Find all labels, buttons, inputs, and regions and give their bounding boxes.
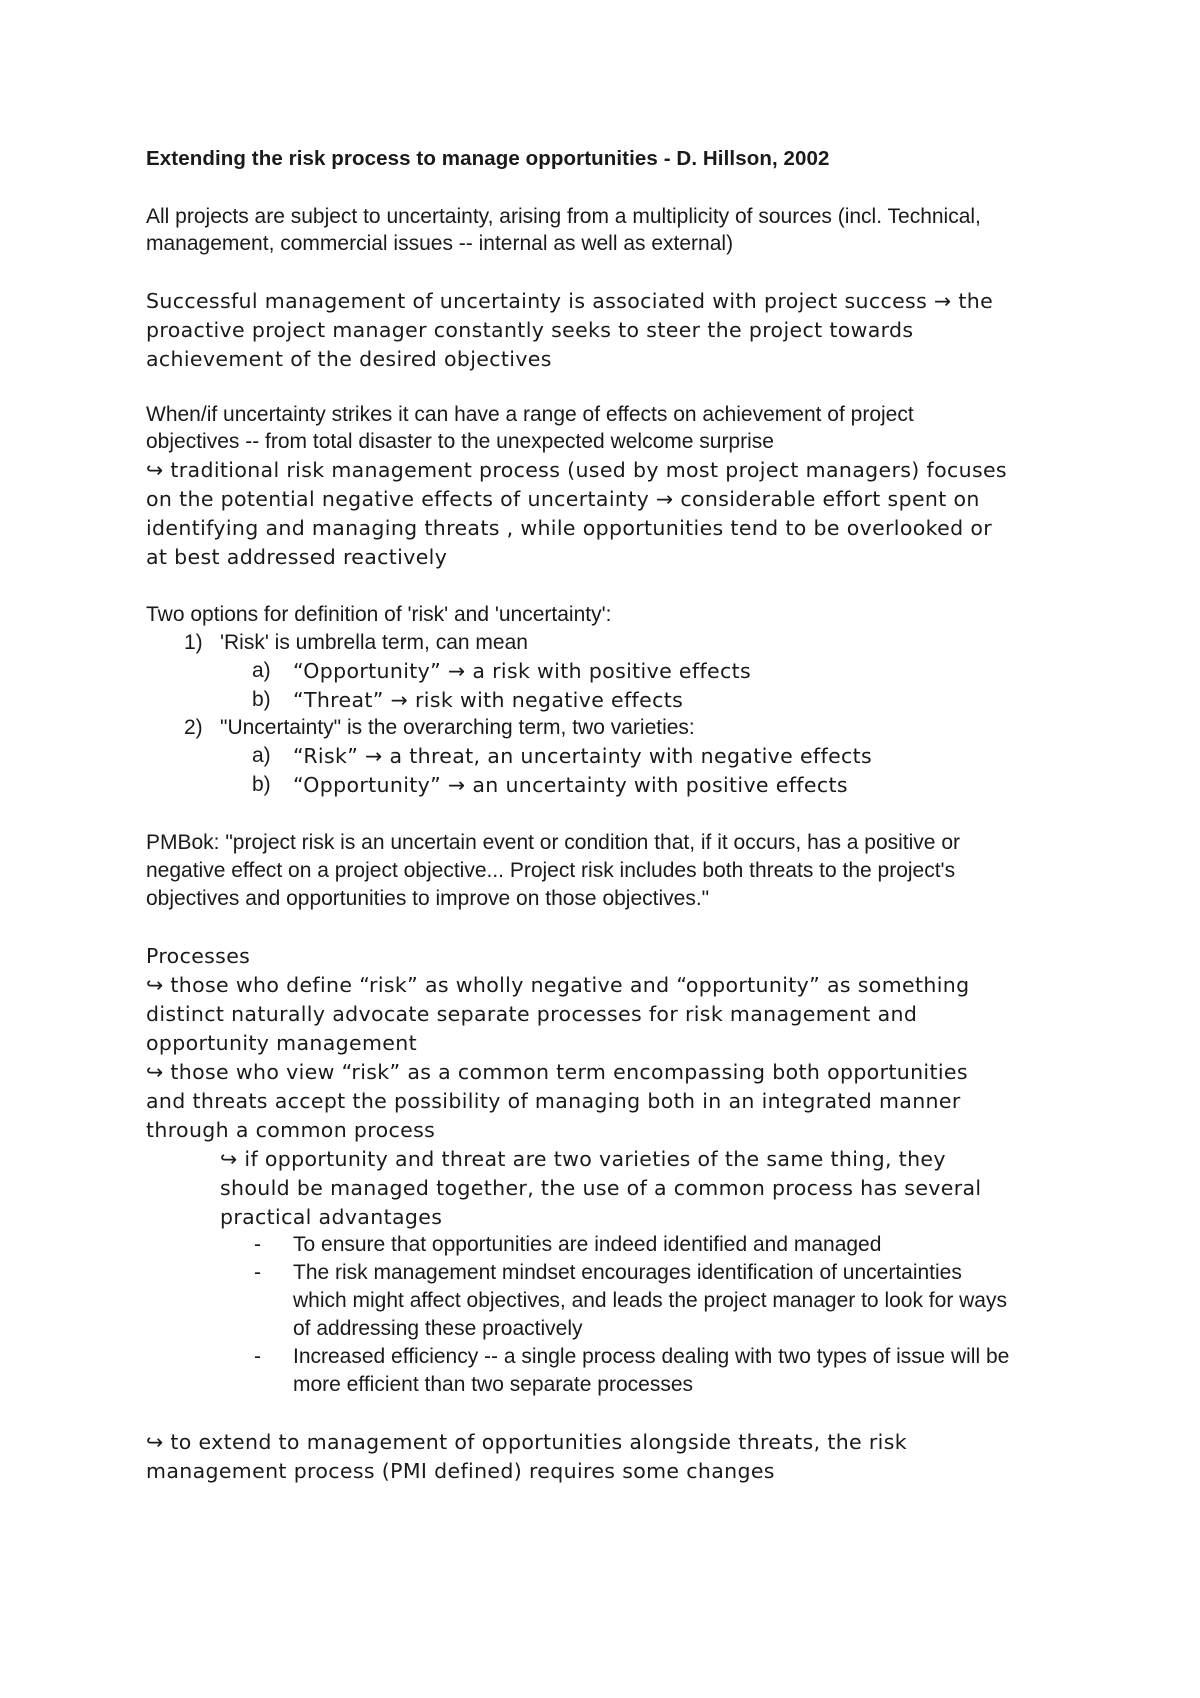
option-1a-text: “Opportunity” → a risk with positive effects	[293, 659, 751, 683]
option-1-text: 'Risk' is umbrella term, can mean	[220, 631, 528, 654]
bullet-2-marker: -	[254, 1261, 261, 1284]
processes-p2-line-2: and threats accept the possibility of managing both in an integrated manner	[146, 1089, 961, 1113]
processes-p1-line-2: distinct naturally advocate separate processes for risk management and	[146, 1002, 918, 1026]
processes-p2-line-3: through a common process	[146, 1118, 436, 1142]
option-1-marker: 1)	[184, 631, 203, 654]
when-line-4: on the potential negative effects of uncertainty → considerable effort spent on	[146, 487, 980, 511]
option-2a-marker: a)	[252, 744, 271, 767]
option-1a-marker: a)	[252, 659, 271, 682]
option-2b-text: “Opportunity” → an uncertainty with positive effects	[293, 773, 848, 797]
processes-p3-line-1: ↪ if opportunity and threat are two varieties of the same thing, they	[220, 1147, 946, 1171]
document-title: Extending the risk process to manage opportunities - D. Hillson, 2002	[146, 147, 830, 170]
intro-line-2: management, commercial issues -- internal as well as external)	[146, 232, 734, 255]
option-2b-marker: b)	[252, 773, 271, 796]
processes-heading: Processes	[146, 944, 251, 968]
when-line-3: ↪ traditional risk management process (used by most project managers) focuses	[146, 458, 1007, 482]
pmbok-line-2: negative effect on a project objective... Project risk includes both threats to the project's	[146, 859, 956, 882]
bullet-3-line-1: Increased efficiency -- a single process dealing with two types of issue will be	[293, 1345, 1010, 1368]
processes-p3-line-3: practical advantages	[220, 1205, 443, 1229]
when-line-5: identifying and managing threats , while opportunities tend to be overlooked or	[146, 516, 992, 540]
pmbok-line-3: objectives and opportunities to improve on those objectives."	[146, 887, 710, 910]
bullet-3-marker: -	[254, 1345, 261, 1368]
option-1b-marker: b)	[252, 688, 271, 711]
bullet-3-line-2: more efficient than two separate processes	[293, 1373, 693, 1396]
option-2a-text: “Risk” → a threat, an uncertainty with negative effects	[293, 744, 873, 768]
success-line-2: proactive project manager constantly seeks to steer the project towards	[146, 318, 914, 342]
success-line-1: Successful management of uncertainty is associated with project success → the	[146, 289, 994, 313]
when-line-2: objectives -- from total disaster to the unexpected welcome surprise	[146, 430, 774, 453]
bullet-2-line-1: The risk management mindset encourages identification of uncertainties	[293, 1261, 962, 1284]
options-heading: Two options for definition of 'risk' and 'uncertainty':	[146, 603, 612, 626]
conclusion-line-2: management process (PMI defined) requires some changes	[146, 1459, 775, 1483]
bullet-1-marker: -	[254, 1233, 261, 1256]
processes-p3-line-2: should be managed together, the use of a common process has several	[220, 1176, 982, 1200]
bullet-1-line-1: To ensure that opportunities are indeed identified and managed	[293, 1233, 882, 1256]
option-2-text: "Uncertainty" is the overarching term, two varieties:	[220, 716, 695, 739]
processes-p1-line-1: ↪ those who define “risk” as wholly negative and “opportunity” as something	[146, 973, 970, 997]
option-2-marker: 2)	[184, 716, 203, 739]
when-line-1: When/if uncertainty strikes it can have a range of effects on achievement of project	[146, 403, 914, 426]
conclusion-line-1: ↪ to extend to management of opportunities alongside threats, the risk	[146, 1430, 907, 1454]
intro-line-1: All projects are subject to uncertainty, arising from a multiplicity of sources (incl. Technical,	[146, 205, 981, 228]
bullet-2-line-3: of addressing these proactively	[293, 1317, 583, 1340]
processes-p1-line-3: opportunity management	[146, 1031, 417, 1055]
processes-p2-line-1: ↪ those who view “risk” as a common term encompassing both opportunities	[146, 1060, 968, 1084]
bullet-2-line-2: which might affect objectives, and leads the project manager to look for ways	[293, 1289, 1007, 1312]
success-line-3: achievement of the desired objectives	[146, 347, 552, 371]
when-line-6: at best addressed reactively	[146, 545, 448, 569]
option-1b-text: “Threat” → risk with negative effects	[293, 688, 684, 712]
pmbok-line-1: PMBok: "project risk is an uncertain event or condition that, if it occurs, has a positive or	[146, 831, 960, 854]
